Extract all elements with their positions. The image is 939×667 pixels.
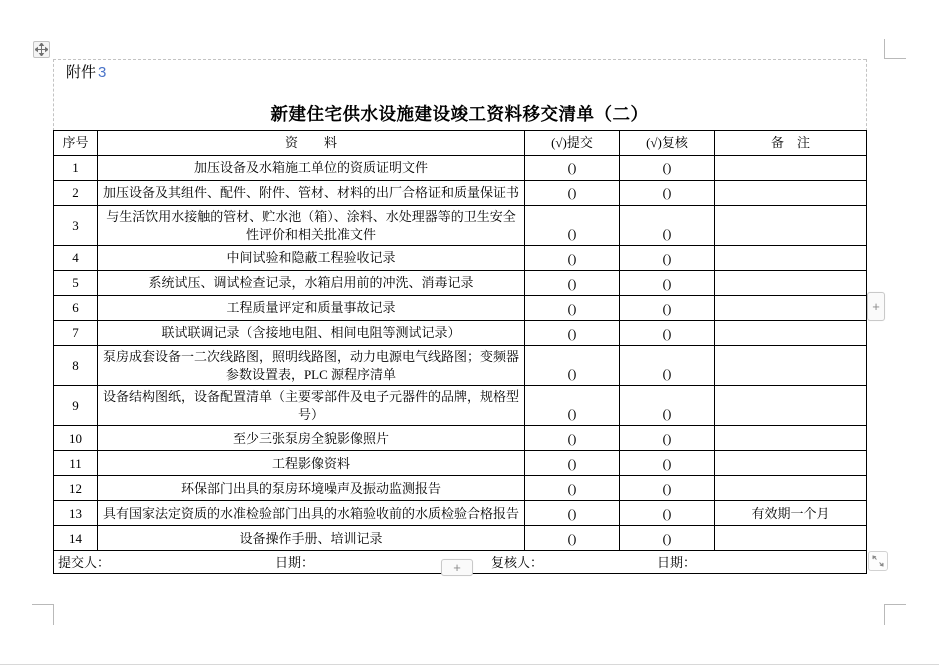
review-check-cell: () [620, 246, 715, 271]
material-cell: 设备结构图纸，设备配置清单（主要零部件及电子元器件的品牌，规格型号） [98, 386, 525, 426]
attachment-label [66, 61, 106, 82]
add-column-button[interactable] [867, 292, 885, 321]
material-cell: 泵房成套设备一二次线路图，照明线路图，动力电源电气线路图；变频器参数设置表，PLC 源程序清单 [98, 346, 525, 386]
material-cell: 加压设备及水箱施工单位的资质证明文件 [98, 156, 525, 181]
remark-cell [715, 321, 867, 346]
plus-icon: + [872, 299, 880, 314]
review-check-cell: () [620, 271, 715, 296]
table-row [54, 271, 867, 296]
review-check-cell: () [620, 476, 715, 501]
review-check-cell: () [620, 526, 715, 551]
material-cell: 工程质量评定和质量事故记录 [98, 296, 525, 321]
row-number-cell: 14 [54, 526, 98, 551]
attachment-text: 附件 [66, 65, 97, 81]
submit-date-label: 日期： [275, 555, 315, 571]
review-check-cell: () [620, 321, 715, 346]
submitter-label: 提交人： [58, 555, 111, 571]
row-number-cell: 1 [54, 156, 98, 181]
table-row [54, 426, 867, 451]
row-number-cell: 13 [54, 501, 98, 526]
margin-crop-mark-bottom-right [884, 604, 885, 625]
submit-check-cell: () [525, 346, 620, 386]
remark-cell [715, 386, 867, 426]
table-row [54, 451, 867, 476]
submit-check-cell: () [525, 426, 620, 451]
review-check-cell: () [620, 206, 715, 246]
reviewer-label: 复核人： [491, 555, 544, 571]
row-number-cell: 6 [54, 296, 98, 321]
row-number-cell: 2 [54, 181, 98, 206]
material-cell: 系统试压、调试检查记录，水箱启用前的冲洗、消毒记录 [98, 271, 525, 296]
remark-cell [715, 476, 867, 501]
table-move-handle[interactable] [33, 41, 50, 58]
margin-crop-mark-bottom-left [32, 604, 54, 605]
review-check-cell: () [620, 296, 715, 321]
remark-cell [715, 156, 867, 181]
row-number-cell: 3 [54, 206, 98, 246]
add-row-button[interactable] [441, 559, 473, 576]
table-row [54, 156, 867, 181]
submit-check-cell: () [525, 526, 620, 551]
submit-check-cell: () [525, 451, 620, 476]
material-cell: 与生活饮用水接触的管材、贮水池（箱）、涂料、水处理器等的卫生安全性评价和相关批准文件 [98, 206, 525, 246]
review-check-cell: () [620, 426, 715, 451]
attachment-number: 3 [98, 64, 107, 81]
table-resize-handle[interactable] [868, 551, 888, 571]
table-row [54, 526, 867, 551]
review-check-cell: () [620, 501, 715, 526]
review-check-cell: () [620, 156, 715, 181]
submit-check-cell: () [525, 501, 620, 526]
row-number-cell: 8 [54, 346, 98, 386]
submit-check-cell: () [525, 271, 620, 296]
submit-check-cell: () [525, 386, 620, 426]
table-row [54, 476, 867, 501]
submit-check-cell: () [525, 321, 620, 346]
row-number-cell: 7 [54, 321, 98, 346]
material-cell: 中间试验和隐蔽工程验收记录 [98, 246, 525, 271]
submit-check-cell: () [525, 181, 620, 206]
review-check-cell: () [620, 181, 715, 206]
remark-cell [715, 296, 867, 321]
checklist-table[interactable] [53, 130, 867, 574]
remark-cell [715, 451, 867, 476]
table-body [54, 156, 867, 551]
remark-cell [715, 346, 867, 386]
submit-check-cell: () [525, 206, 620, 246]
material-cell: 环保部门出具的泵房环境噪声及振动监测报告 [98, 476, 525, 501]
header-no: 序号 [54, 131, 98, 156]
table-row [54, 321, 867, 346]
row-number-cell: 11 [54, 451, 98, 476]
review-check-cell: () [620, 386, 715, 426]
margin-crop-mark-top-right [884, 58, 906, 59]
table-row [54, 346, 867, 386]
remark-cell [715, 246, 867, 271]
header-remark: 备 注 [715, 131, 867, 156]
table-row [54, 246, 867, 271]
material-cell: 加压设备及其组件、配件、附件、管材、材料的出厂合格证和质量保证书 [98, 181, 525, 206]
table-row [54, 386, 867, 426]
submit-check-cell: () [525, 476, 620, 501]
remark-cell: 有效期一个月 [715, 501, 867, 526]
diagonal-resize-icon [872, 555, 884, 567]
margin-crop-mark-bottom-right [884, 604, 906, 605]
remark-cell [715, 426, 867, 451]
text-boundary-right [866, 59, 867, 131]
table-move-icon [35, 43, 48, 56]
material-cell: 具有国家法定资质的水准检验部门出具的水箱验收前的水质检验合格报告 [98, 501, 525, 526]
margin-crop-mark-top-right [884, 39, 885, 59]
page-title: 新建住宅供水设施建设竣工资料移交清单（二） [270, 104, 649, 124]
review-check-cell: () [620, 451, 715, 476]
submit-check-cell: () [525, 156, 620, 181]
remark-cell [715, 206, 867, 246]
header-material: 资 料 [98, 131, 525, 156]
plus-icon: + [453, 560, 461, 575]
row-number-cell: 5 [54, 271, 98, 296]
review-check-cell: () [620, 346, 715, 386]
remark-cell [715, 181, 867, 206]
material-cell: 联试联调记录（含接地电阻、相间电阻等测试记录） [98, 321, 525, 346]
page-bottom-edge [0, 664, 939, 665]
header-review: (√)复核 [620, 131, 715, 156]
submit-check-cell: () [525, 296, 620, 321]
row-number-cell: 12 [54, 476, 98, 501]
margin-crop-mark-bottom-left [53, 604, 54, 625]
row-number-cell: 9 [54, 386, 98, 426]
material-cell: 至少三张泵房全貌影像照片 [98, 426, 525, 451]
text-boundary-top [53, 59, 866, 60]
review-date-label: 日期： [657, 555, 697, 571]
table-row [54, 206, 867, 246]
remark-cell [715, 271, 867, 296]
table-row [54, 181, 867, 206]
remark-cell [715, 526, 867, 551]
material-cell: 工程影像资料 [98, 451, 525, 476]
row-number-cell: 10 [54, 426, 98, 451]
row-number-cell: 4 [54, 246, 98, 271]
header-row [54, 131, 867, 156]
table-row [54, 296, 867, 321]
submit-check-cell: () [525, 246, 620, 271]
material-cell: 设备操作手册、培训记录 [98, 526, 525, 551]
header-submit: (√)提交 [525, 131, 620, 156]
table-row [54, 501, 867, 526]
